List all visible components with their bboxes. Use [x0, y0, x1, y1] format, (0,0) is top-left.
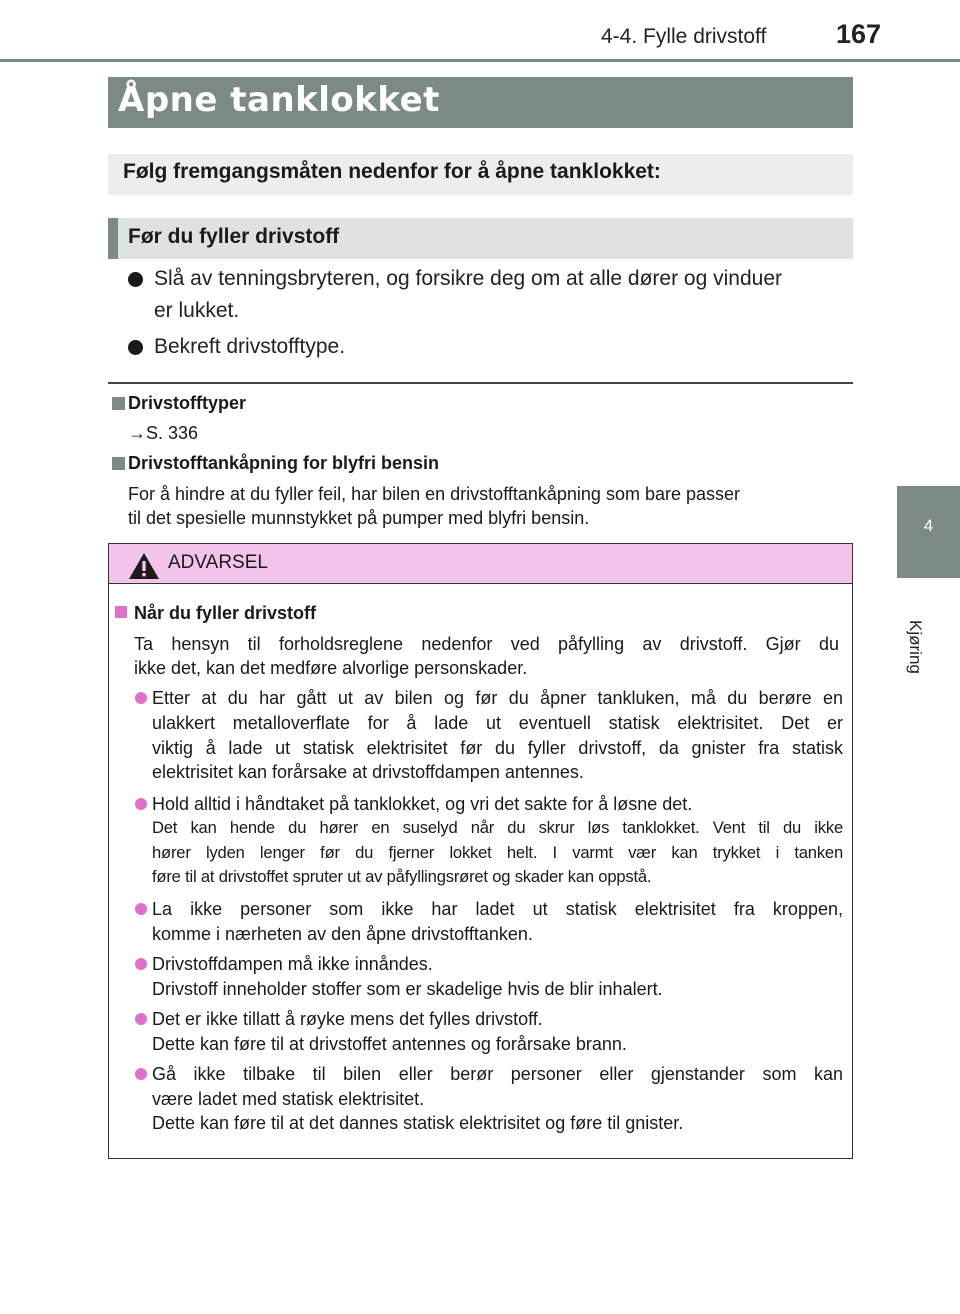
- warning-item: Dette kan føre til at det dannes statisk elektrisitet og føre til gnister.: [152, 1113, 684, 1133]
- bullet-text: Slå av tenningsbryteren, og forsikre deg om at alle dører og vinduer: [154, 267, 783, 290]
- fuel-opening-text: til det spesielle munnstykket på pumper med blyfri bensin.: [128, 508, 590, 528]
- warning-item: Det kan hende du hører en suselyd når du skrur løs tanklokket. Vent til du ikke: [152, 818, 843, 837]
- warning-item: Det er ikke tillatt å røyke mens det fylles drivstoff.: [152, 1009, 543, 1029]
- warning-item: hører lyden lenger før du fjerner lokket helt. I varmt vær kan trykket i tanken: [152, 843, 843, 862]
- page-title: Åpne tanklokket: [118, 80, 440, 120]
- warning-item: komme i nærheten av den åpne drivstofftanken.: [152, 924, 533, 944]
- warning-item: Drivstoffdampen må ikke innåndes.: [152, 954, 433, 974]
- fuel-types-heading: Drivstofftyper: [128, 393, 247, 413]
- page-number: 167: [836, 19, 882, 49]
- intro-text: Følg fremgangsmåten nedenfor for å åpne tanklokket:: [123, 160, 661, 183]
- warning-item: elektrisitet kan forårsake at drivstoffdampen antennes.: [152, 762, 584, 782]
- warning-item: ulakkert metalloverflate for å lade ut eventuell statisk elektrisitet. Det er: [152, 713, 843, 733]
- chapter-label: Kjøring: [906, 620, 925, 674]
- warning-intro: ikke det, kan det medføre alvorlige personskader.: [134, 658, 528, 678]
- header-rule: [0, 59, 960, 62]
- warning-intro: Ta hensyn til forholdsreglene nedenfor ved påfylling av drivstoff. Gjør du: [134, 634, 839, 654]
- chapter-number: 4: [923, 516, 934, 535]
- section-divider: [108, 382, 853, 384]
- warning-item: Hold alltid i håndtaket på tanklokket, og vri det sakte for å løsne det.: [152, 794, 693, 814]
- square-bullet-icon: [112, 397, 125, 410]
- section-title: 4-4. Fylle drivstoff: [601, 25, 767, 48]
- bullet-dot-icon: [128, 272, 143, 287]
- bullet-text: Bekreft drivstofftype.: [154, 335, 346, 358]
- square-bullet-icon: [115, 606, 127, 618]
- subheading-accent-bar: [108, 218, 118, 259]
- warning-item: Dette kan føre til at drivstoffet antennes og forårsake brann.: [152, 1034, 627, 1054]
- bullet-dot-icon: [135, 1068, 147, 1080]
- warning-item: Etter at du har gått ut av bilen og før du åpner tankluken, må du berøre en: [152, 688, 843, 708]
- bullet-text-cont: er lukket.: [154, 299, 240, 322]
- bullet-dot-icon: [135, 1013, 147, 1025]
- bullet-dot-icon: [135, 903, 147, 915]
- square-bullet-icon: [112, 457, 125, 470]
- warning-item: føre til at drivstoffet spruter ut av påfyllingsrøret og skader kan oppstå.: [152, 867, 652, 886]
- chapter-label-wrapper: [893, 620, 933, 690]
- warning-item: Gå ikke tilbake til bilen eller berør personer eller gjenstander som kan: [152, 1064, 843, 1084]
- bullet-dot-icon: [135, 958, 147, 970]
- bullet-dot-icon: [135, 692, 147, 704]
- fuel-opening-text: For å hindre at du fyller feil, har bilen en drivstofftankåpning som bare passer: [128, 484, 740, 504]
- warning-item: viktig å lade ut statisk elektrisitet før du fyller drivstoff, da gnister fra statisk: [152, 738, 843, 758]
- warning-item: Drivstoff inneholder stoffer som er skadelige hvis de blir inhalert.: [152, 979, 663, 999]
- warning-triangle-icon: [128, 552, 160, 580]
- warning-item: La ikke personer som ikke har ladet ut statisk elektrisitet fra kroppen,: [152, 899, 843, 919]
- warning-heading: Når du fyller drivstoff: [134, 603, 317, 623]
- fuel-opening-heading: Drivstofftankåpning for blyfri bensin: [128, 453, 440, 473]
- subheading-before-fueling: Før du fyller drivstoff: [128, 225, 340, 248]
- warning-label: ADVARSEL: [168, 552, 268, 573]
- bullet-dot-icon: [135, 798, 147, 810]
- warning-item: være ladet med statisk elektrisitet.: [152, 1089, 425, 1109]
- page-reference-link[interactable]: →S. 336: [128, 423, 199, 443]
- bullet-dot-icon: [128, 340, 143, 355]
